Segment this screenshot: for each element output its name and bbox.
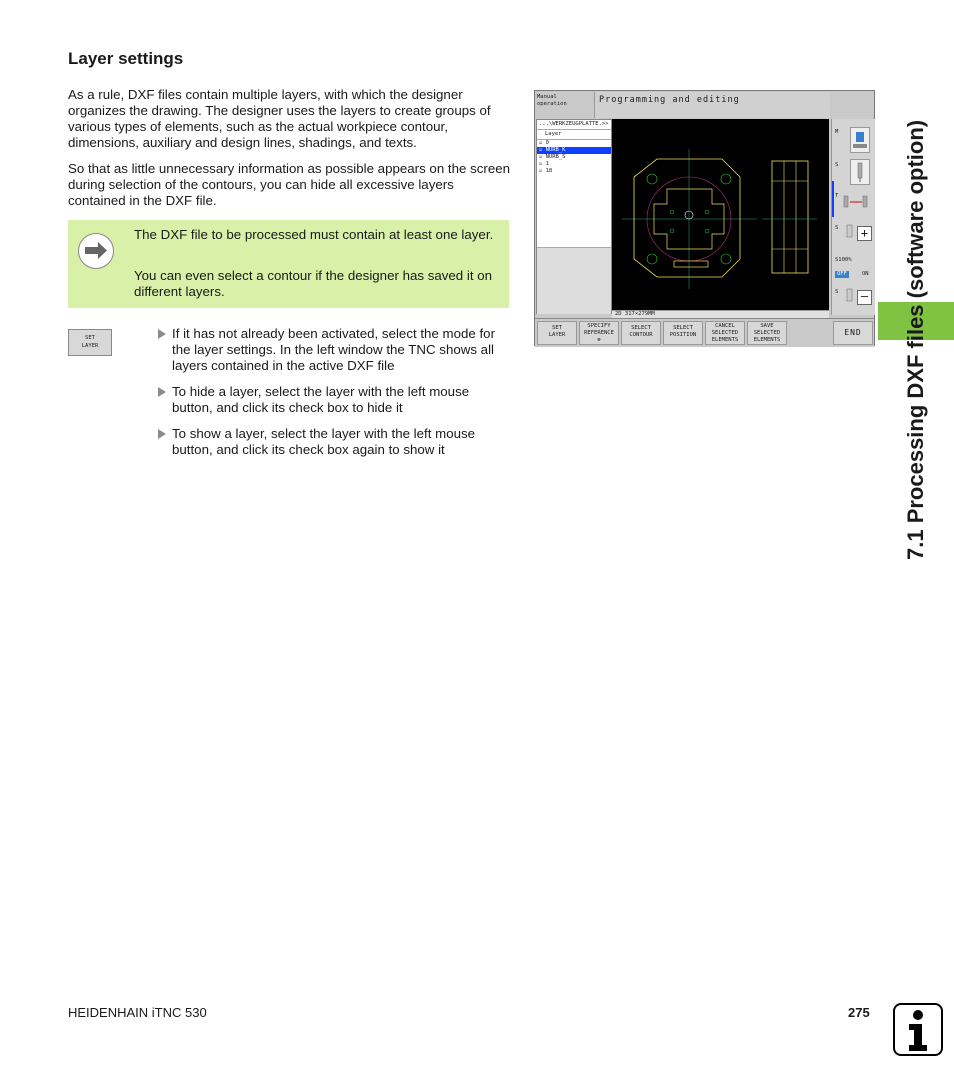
minus-icon[interactable]: –	[857, 290, 872, 305]
on-toggle[interactable]: ON	[862, 271, 869, 277]
layer-name: 18	[545, 168, 553, 174]
layer-row-selected[interactable]: ☑ NURB_K	[537, 147, 611, 154]
bullet-triangle-icon	[158, 387, 166, 397]
info-icon	[893, 1003, 943, 1056]
key-label: SELECTED	[711, 330, 739, 336]
softkey-row	[535, 318, 874, 347]
layer-name: 1	[545, 161, 549, 167]
machine-icon[interactable]	[850, 127, 870, 153]
bullet-triangle-icon	[158, 429, 166, 439]
plus-icon[interactable]: +	[857, 226, 872, 241]
step-text: To hide a layer, select the layer with the left mouse button, and click its check box to hide it	[172, 384, 470, 415]
side-s-label: S	[835, 162, 839, 168]
save-selected-key[interactable]	[747, 321, 787, 345]
key-label: SAVE	[760, 323, 774, 329]
cad-view[interactable]	[612, 119, 829, 310]
key-label: ELEMENTS	[711, 337, 739, 343]
key-label: SELECT	[673, 325, 693, 331]
bullet-triangle-icon	[158, 329, 166, 339]
key-label: CANCEL	[715, 323, 735, 329]
header-bar	[594, 92, 830, 118]
layer-panel-blank	[537, 247, 611, 314]
chapter-tab	[878, 0, 954, 1091]
tnc-screenshot	[534, 90, 875, 346]
intro-paragraph: As a rule, DXF files contain multiple layers, with which the designer organizes the drawing. The designer uses the layers to create groups of various types of elements, such as the actual workpiece contour, dimensions, auxiliary and design lines, shadings, and texts.	[68, 87, 491, 150]
select-position-key[interactable]	[663, 321, 703, 345]
key-label: SELECTED	[753, 330, 781, 336]
softkey-label-1: SET	[85, 335, 95, 341]
step-text: To show a layer, select the layer with the left mouse button, and click its check box again to show it	[172, 426, 476, 457]
page-number: 275	[848, 1005, 870, 1020]
layer-row[interactable]: ☑ NURB_S	[539, 154, 566, 160]
section-title: Layer settings	[68, 49, 184, 68]
status-text: 2D 317×279MM	[615, 311, 655, 317]
spindle-icon[interactable]	[850, 159, 870, 185]
side-s-label-2: S	[835, 225, 839, 231]
mode-line-1: Manual	[537, 94, 557, 100]
key-label: SET	[552, 325, 562, 331]
arrow-right-icon	[78, 233, 114, 269]
layer-panel	[536, 119, 612, 314]
side-panel	[831, 119, 875, 315]
layer-row[interactable]: ☑ 0	[539, 140, 549, 146]
hide-layers-paragraph: So that as little unnecessary information as possible appears on the screen during selection of the contours, you can hide all excessive layers contained in the DXF file.	[68, 161, 511, 208]
specify-reference-key[interactable]	[579, 321, 619, 345]
step-item	[158, 426, 510, 458]
note-box	[68, 220, 509, 308]
softkey-label-2: LAYER	[81, 343, 99, 349]
note-text-1: The DXF file to be processed must contain at least one layer.	[134, 227, 494, 242]
off-toggle[interactable]: OFF	[837, 271, 847, 277]
spindle-override-label: S100%	[835, 257, 852, 263]
feed-icon	[844, 223, 856, 241]
mode-label	[537, 94, 593, 108]
tool-axis-icon[interactable]	[842, 193, 870, 211]
feed-icon-2	[844, 287, 856, 305]
set-layer-softkey	[68, 329, 112, 356]
set-layer-key[interactable]	[537, 321, 577, 345]
step-text: If it has not already been activated, select the mode for the layer settings. In the left window the TNC shows all layers contained in the active DXF file	[172, 326, 496, 373]
note-text-2: You can even select a contour if the designer has saved it on different layers.	[134, 268, 493, 299]
layer-name: NURB_K	[545, 147, 566, 153]
layer-column-header[interactable]: Layer	[537, 130, 611, 140]
key-label: SELECT	[631, 325, 651, 331]
header-title: Programming and editing	[599, 95, 740, 105]
layer-name: 0	[545, 140, 549, 146]
side-indicator	[832, 181, 834, 217]
footer-product: HEIDENHAIN iTNC 530	[68, 1005, 207, 1020]
layer-row[interactable]: ☑ 1	[539, 161, 549, 167]
step-item	[158, 384, 510, 416]
side-t-label: T	[835, 193, 839, 199]
layer-row[interactable]: ☑ 18	[539, 168, 553, 174]
workpiece-drawing	[612, 119, 829, 310]
file-path: ...\WERKZEUGPLATTE.>>	[537, 120, 611, 130]
mode-line-2: operation	[537, 101, 567, 107]
key-label: ELEMENTS	[753, 337, 781, 343]
key-label: REFERENCE	[584, 330, 614, 336]
step-item	[158, 326, 510, 374]
key-label: CONTOUR	[629, 332, 653, 338]
key-label: LAYER	[548, 332, 566, 338]
select-contour-key[interactable]	[621, 321, 661, 345]
key-label: ⊕	[597, 337, 601, 343]
chapter-title: 7.1 Processing DXF files (software option)	[903, 119, 928, 560]
side-s-label-3: S	[835, 289, 839, 295]
cancel-selected-key[interactable]	[705, 321, 745, 345]
side-m-label: M	[835, 129, 839, 135]
layer-name: NURB_S	[545, 154, 566, 160]
end-key[interactable]: END	[833, 321, 873, 345]
key-label: POSITION	[669, 332, 697, 338]
key-label: SPECIFY	[587, 323, 611, 329]
